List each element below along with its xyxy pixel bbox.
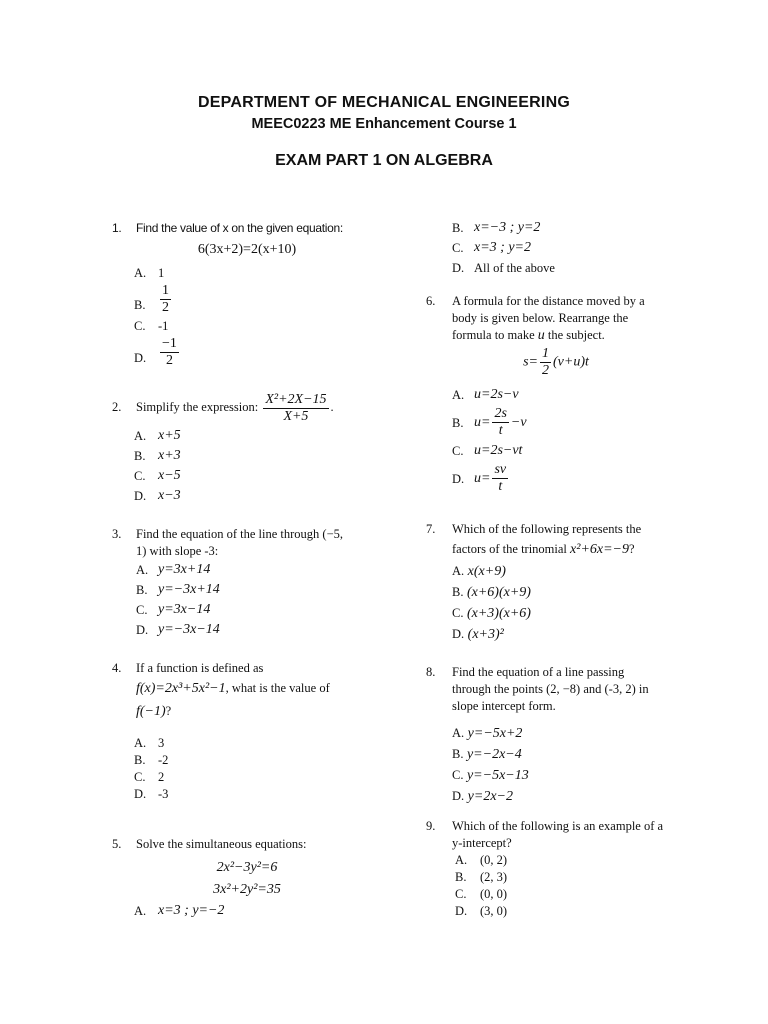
option-a[interactable]: A. y=3x+14 (136, 562, 211, 577)
option-a[interactable]: A. 3 (134, 736, 165, 750)
exam-title: EXAM PART 1 ON ALGEBRA (275, 152, 493, 169)
option-c[interactable]: C. y=3x−14 (136, 602, 211, 617)
question-number: 8. (426, 665, 436, 679)
question-2: 2. Simplify the expression: $\frac{\text{X²+2X−15}}{X+5}$ . A. x+5 B. x+3 C. x−5 D. x−3 (112, 388, 382, 506)
option-a[interactable]: A. x(x+9) (452, 564, 506, 579)
option-c[interactable]: C. y=−5x−13 (452, 768, 529, 783)
option-b[interactable]: B. (x+6)(x+9) (452, 585, 531, 600)
question-number: 5. (112, 837, 122, 851)
option-d[interactable]: D. All of the above (452, 261, 555, 275)
question-number: 6. (426, 294, 436, 308)
question-text: A formula for the distance moved by a (452, 294, 645, 308)
question-number: 1. (112, 221, 122, 235)
option-c[interactable]: C. x=3 ; y=2 (452, 240, 531, 255)
equation-2: 3x²+2y²=35 (213, 882, 281, 897)
option-d[interactable]: D. x−3 (134, 488, 181, 503)
option-b[interactable]: B. x=−3 ; y=2 (452, 220, 541, 235)
option-d[interactable]: D. u= $\frac{sv}{t}$ (452, 462, 507, 495)
question-text: Simplify the expression: (136, 400, 259, 414)
option-d[interactable]: D. -3 (134, 787, 169, 801)
option-d[interactable]: D. (x+3)² (452, 627, 504, 642)
option-b[interactable]: B. y=−2x−4 (452, 747, 522, 762)
question-number: 3. (112, 527, 122, 541)
question-7: 7. Which of the following represents the factors of the trinomial x²+6x=−9? A. x(x+9) B. (x+6)(x+9) C. (x+3)(x+6) D. (x+3)² (426, 521, 686, 645)
question-1 (112, 220, 382, 369)
option-a[interactable]: A. y=−5x+2 (452, 726, 523, 741)
option-a[interactable]: A. (0, 2) (455, 853, 508, 867)
option-c[interactable]: C. x−5 (134, 468, 181, 483)
option-b[interactable]: B. -2 (134, 753, 169, 767)
option-b[interactable]: B. u= $\frac{2s}{t}$ −v (452, 406, 527, 439)
question-4: 4. If a function is defined as f(x)=2x³+5x²−1, what is the value of f(−1)? A. 3 B. -2 C. 2 D. -3 (112, 660, 382, 803)
equation-1: 2x²−3y²=6 (216, 860, 278, 875)
option-a[interactable]: A. x=3 ; y=−2 (134, 903, 225, 918)
expression: $\frac{\text{X²+2X−15}}{X+5}$ (265, 391, 327, 424)
question-text: Find the equation of a line passing (452, 665, 625, 679)
department-title: DEPARTMENT OF MECHANICAL ENGINEERING (198, 94, 570, 111)
option-d[interactable]: D. y=2x−2 (452, 789, 513, 804)
function-expression: f(x)=2x³+5x²−1 (136, 681, 226, 696)
option-d[interactable]: D. $\frac{-1}{2}$ (134, 336, 177, 368)
question-5-continued (426, 218, 686, 278)
option-b[interactable]: B. $\frac{1}{2}$ (134, 283, 169, 315)
formula: s= $\frac{1}{2}$ (v+u)t (523, 346, 589, 378)
question-text: Solve the simultaneous equations: (136, 837, 307, 851)
option-c[interactable]: C. u=2s−vt (452, 443, 523, 458)
question-9: 9. Which of the following is an example of a y-intercept? A. (0, 2) B. (2, 3) C. (0, 0) D. (3, 0) (426, 818, 686, 920)
question-number: 2. (112, 400, 122, 414)
course-subtitle: MEEC0223 ME Enhancement Course 1 (251, 116, 517, 132)
option-c[interactable]: C. 2 (134, 770, 165, 784)
question-text: If a function is defined as (136, 661, 264, 675)
question-number: 4. (112, 661, 122, 675)
option-a[interactable]: A. x+5 (134, 428, 181, 443)
option-c[interactable]: C. -1 (134, 319, 169, 333)
option-a[interactable]: A. u=2s−v (452, 387, 519, 402)
option-c[interactable]: C. (0, 0) (455, 887, 508, 901)
question-text: Which of the following is an example of a (452, 819, 664, 833)
option-b[interactable]: B. x+3 (134, 448, 181, 463)
option-a[interactable]: A. 1 (134, 266, 165, 280)
question-3: 3. Find the equation of the line through (−5, 1) with slope -3: A. y=3x+14 B. y=−3x+14 C. y=3x−14 D. y=−3x−14 (112, 526, 382, 640)
option-c[interactable]: C. (x+3)(x+6) (452, 606, 531, 621)
question-8: 8. Find the equation of a line passing through the points (2, −8) and (-3, 2) in slope intercept form. A. y=−5x+2 B. y=−2x−4 C. y=−5x−13 D. y=2x−2 (426, 664, 686, 807)
question-5 (112, 836, 382, 921)
question-text: Which of the following represents the (452, 522, 642, 536)
question-text: Find the value of x on the given equation: (136, 221, 343, 235)
option-d[interactable]: D. (3, 0) (455, 904, 508, 918)
question-number: 9. (426, 819, 436, 833)
option-b[interactable]: B. y=−3x+14 (136, 582, 220, 597)
question-6: 6. A formula for the distance moved by a body is given below. Rearrange the formula to make u the subject. s= $\frac{1}{2}$ (v+u)t A. u=2s−v B. u= $\frac{2s}{t}$ −v C. u=2s−vt D. u= $\frac{sv}{t}$ (426, 293, 686, 497)
question-text: Find the equation of the line through (−5, (136, 527, 344, 541)
question-number: 7. (426, 522, 436, 536)
option-b[interactable]: B. (2, 3) (455, 870, 508, 884)
option-d[interactable]: D. y=−3x−14 (136, 622, 220, 637)
equation: 6(3x+2)=2(x+10) (197, 242, 297, 257)
